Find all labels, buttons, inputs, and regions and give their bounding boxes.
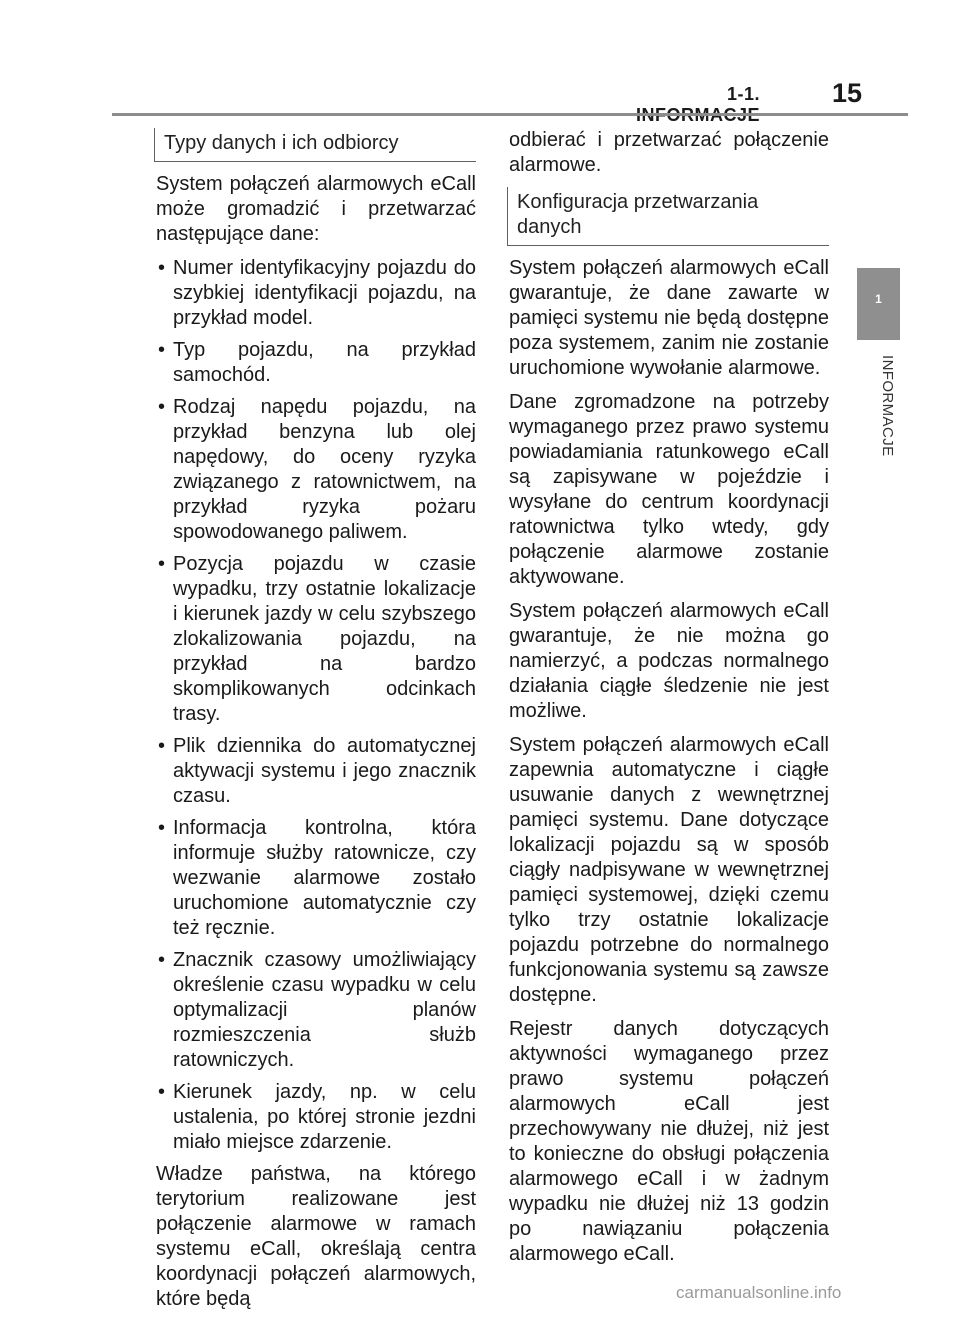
list-item: • Typ pojazdu, na przykład samochód. — [156, 338, 476, 388]
section-title: 1-1. — [726, 84, 760, 104]
closing-paragraph: Władze państwa, na którego terytorium realizowane jest połączenie alarmowe w ramach systemu eCall, określają centra koordynacji połączeń alarmowych, które będą — [156, 1163, 476, 1310]
left-column — [156, 128, 476, 1321]
paragraph: System połączeń alarmowych eCall gwarantuje, że nie można go namierzyć, a podczas normalnego działania ciągłe śledzenie nie jest możliwe. — [509, 600, 829, 722]
intro-paragraph: System połączeń alarmowych eCall może gromadzić i przetwarzać następujące dane: — [156, 173, 476, 245]
list-item: • Pozycja pojazdu w czasie wypadku, trzy ostatnie lokalizacje i kierunek jazdy w celu szybszego zlokalizowania pojazdu, na przykład na bardzo skomplikowanych odcinkach trasy. — [156, 552, 476, 727]
chapter-tab-label: INFORMACJE — [879, 355, 896, 457]
paragraph: System połączeń alarmowych eCall gwarantuje, że dane zawarte w pamięci systemu nie będą dostępne poza systemem, zanim nie zostanie uruchomione wywołanie alarmowe. — [509, 257, 829, 379]
page-number: 15 — [831, 78, 862, 108]
data-list — [156, 256, 476, 1155]
right-column — [509, 128, 829, 1276]
paragraph: Dane zgromadzone na potrzeby wymaganego przez prawo systemu powiadamiania ratunkowego eCall są zapisywane w pojeździe i wysyłane do centrum koordynacji ratownictwa tylko wtedy, gdy połączenie alarmowe zostanie aktywowane. — [509, 391, 829, 588]
list-item: • Kierunek jazdy, np. w celu ustalenia, po której stronie jezdni miało miejsce zdarzenie. — [156, 1080, 476, 1155]
list-item: • Znacznik czasowy umożliwiający określenie czasu wypadku w celu optymalizacji planów rozmieszczenia służb ratowniczych. — [156, 948, 476, 1073]
list-item: • Informacja kontrolna, która informuje służby ratownicze, czy wezwanie alarmowe zostało uruchomione automatycznie czy też ręcznie. — [156, 816, 476, 941]
header-divider — [112, 113, 908, 116]
section-heading-processing: Konfiguracja przetwarzania danych — [507, 187, 829, 246]
chapter-tab-number: 1 — [875, 292, 882, 306]
list-item: • Numer identyfikacyjny pojazdu do szybkiej identyfikacji pojazdu, na przykład model. — [156, 256, 476, 331]
continuation-paragraph: odbierać i przetwarzać połączenie alarmowe. — [509, 129, 829, 176]
section-heading-data-types: Typy danych i ich odbiorcy — [154, 128, 476, 162]
watermark: carmanualsonline.info — [676, 1283, 842, 1302]
list-item: • Rodzaj napędu pojazdu, na przykład benzyna lub olej napędowy, do oceny ryzyka związanego z ratownictwem, na przykład ryzyka pożaru spowodowanego paliwem. — [156, 395, 476, 545]
paragraph: System połączeń alarmowych eCall zapewnia automatyczne i ciągłe usuwanie danych z wewnętrznej pamięci systemu. Dane dotyczące lokalizacji pojazdu są w sposób ciągły nadpisywane w wewnętrznej pamięci systemowej, dzięki czemu tylko trzy ostatnie lokalizacje pojazdu potrzebne do normalnego funkcjonowania systemu są zawsze dostępne. — [509, 734, 829, 1006]
list-item: • Plik dziennika do automatycznej aktywacji systemu i jego znacznik czasu. — [156, 734, 476, 809]
paragraph: Rejestr danych dotyczących aktywności wymaganego przez prawo systemu połączeń alarmowych eCall jest przechowywany nie dłużej, niż jest to konieczne do obsługi połączenia alarmowego eCall i w żadnym wypadku nie dłużej niż 13 godzin po nawiązaniu połączenia alarmowego eCall. — [509, 1018, 829, 1265]
